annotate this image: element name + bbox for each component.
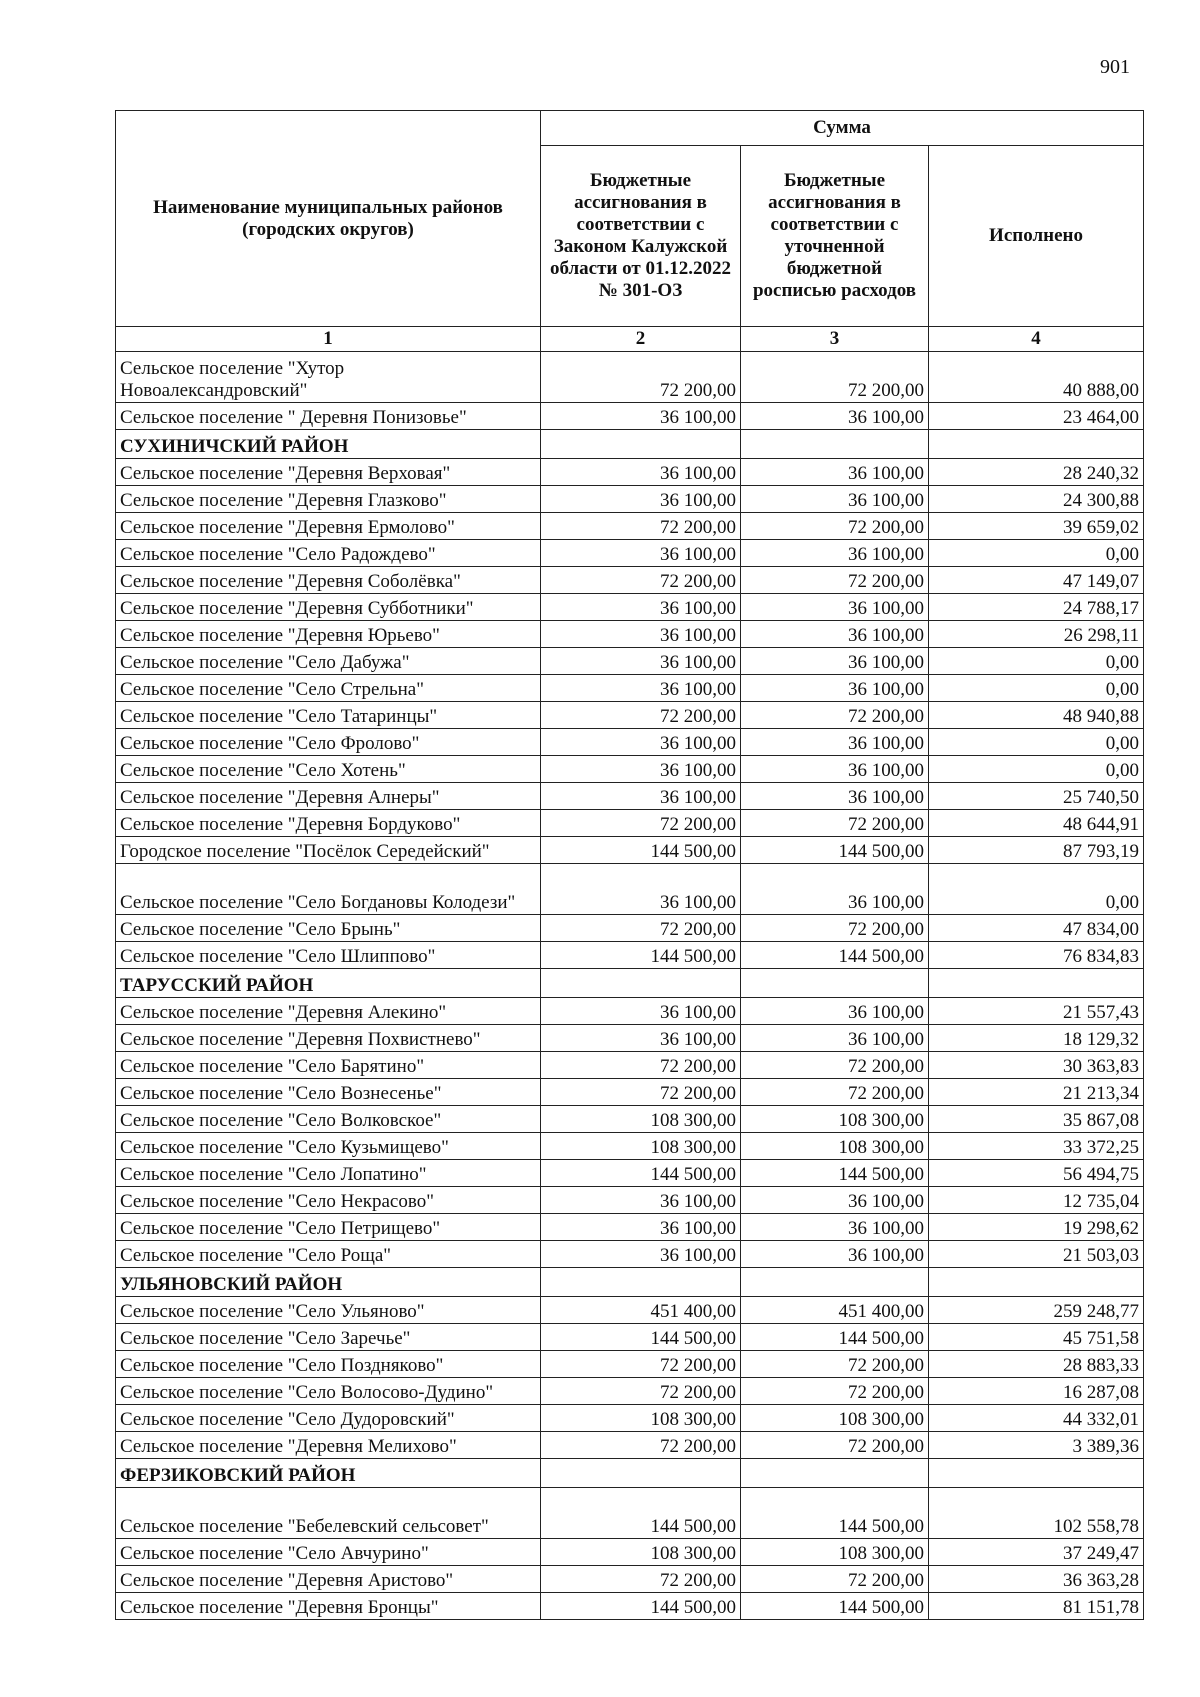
empty-cell <box>741 969 929 998</box>
law-allocation-value: 451 400,00 <box>541 1297 741 1324</box>
header-name: Наименование муниципальных районов (городских округов) <box>116 111 541 327</box>
refined-allocation-value: 36 100,00 <box>741 998 929 1025</box>
district-name: УЛЬЯНОВСКИЙ РАЙОН <box>116 1268 541 1297</box>
refined-allocation-value: 36 100,00 <box>741 459 929 486</box>
law-allocation-value: 36 100,00 <box>541 594 741 621</box>
settlement-name: Сельское поселение "Село Шлиппово" <box>116 942 541 969</box>
settlement-name: Сельское поселение "Деревня Аристово" <box>116 1566 541 1593</box>
settlement-name: Сельское поселение "Село Волковское" <box>116 1106 541 1133</box>
settlement-name: Городское поселение "Посёлок Середейский" <box>116 837 541 864</box>
refined-allocation-value: 108 300,00 <box>741 1106 929 1133</box>
executed-value: 0,00 <box>929 540 1144 567</box>
table-row <box>116 1351 1144 1378</box>
law-allocation-value: 72 200,00 <box>541 513 741 540</box>
refined-allocation-value: 36 100,00 <box>741 864 929 915</box>
executed-value: 81 151,78 <box>929 1593 1144 1620</box>
table-row <box>116 1566 1144 1593</box>
column-number: 4 <box>929 327 1144 352</box>
refined-allocation-value: 72 200,00 <box>741 567 929 594</box>
table-row <box>116 1079 1144 1106</box>
empty-cell <box>541 969 741 998</box>
table-row <box>116 403 1144 430</box>
executed-value: 87 793,19 <box>929 837 1144 864</box>
law-allocation-value: 108 300,00 <box>541 1106 741 1133</box>
settlement-name: Сельское поселение "Село Татаринцы" <box>116 702 541 729</box>
executed-value: 76 834,83 <box>929 942 1144 969</box>
refined-allocation-value: 36 100,00 <box>741 621 929 648</box>
law-allocation-value: 36 100,00 <box>541 864 741 915</box>
law-allocation-value: 72 200,00 <box>541 1079 741 1106</box>
executed-value: 0,00 <box>929 864 1144 915</box>
law-allocation-value: 36 100,00 <box>541 783 741 810</box>
executed-value: 24 788,17 <box>929 594 1144 621</box>
refined-allocation-value: 451 400,00 <box>741 1297 929 1324</box>
law-allocation-value: 36 100,00 <box>541 486 741 513</box>
table-row <box>116 675 1144 702</box>
executed-value: 36 363,28 <box>929 1566 1144 1593</box>
district-row <box>116 430 1144 459</box>
law-allocation-value: 72 200,00 <box>541 1052 741 1079</box>
settlement-name: Сельское поселение "Село Некрасово" <box>116 1187 541 1214</box>
law-allocation-value: 72 200,00 <box>541 567 741 594</box>
law-allocation-value: 36 100,00 <box>541 403 741 430</box>
table-row <box>116 513 1144 540</box>
settlement-name: Сельское поселение "Деревня Алекино" <box>116 998 541 1025</box>
refined-allocation-value: 72 200,00 <box>741 915 929 942</box>
empty-cell <box>541 1268 741 1297</box>
district-name: ТАРУССКИЙ РАЙОН <box>116 969 541 998</box>
refined-allocation-value: 72 200,00 <box>741 513 929 540</box>
empty-cell <box>929 1268 1144 1297</box>
executed-value: 45 751,58 <box>929 1324 1144 1351</box>
settlement-name: Сельское поселение "Село Брынь" <box>116 915 541 942</box>
refined-allocation-value: 36 100,00 <box>741 729 929 756</box>
law-allocation-value: 36 100,00 <box>541 1187 741 1214</box>
executed-value: 21 557,43 <box>929 998 1144 1025</box>
law-allocation-value: 144 500,00 <box>541 837 741 864</box>
refined-allocation-value: 36 100,00 <box>741 783 929 810</box>
law-allocation-value: 144 500,00 <box>541 1324 741 1351</box>
column-number: 2 <box>541 327 741 352</box>
law-allocation-value: 144 500,00 <box>541 1160 741 1187</box>
settlement-name: Сельское поселение "Деревня Мелихово" <box>116 1432 541 1459</box>
empty-cell <box>741 430 929 459</box>
table-row <box>116 352 1144 403</box>
table-row <box>116 648 1144 675</box>
table-row <box>116 783 1144 810</box>
table-body <box>116 352 1144 1620</box>
law-allocation-value: 36 100,00 <box>541 540 741 567</box>
table-row <box>116 1025 1144 1052</box>
executed-value: 25 740,50 <box>929 783 1144 810</box>
refined-allocation-value: 144 500,00 <box>741 1324 929 1351</box>
law-allocation-value: 36 100,00 <box>541 675 741 702</box>
table-row <box>116 1488 1144 1539</box>
table-row <box>116 756 1144 783</box>
empty-cell <box>741 1459 929 1488</box>
settlement-name: Сельское поселение "Село Заречье" <box>116 1324 541 1351</box>
refined-allocation-value: 36 100,00 <box>741 1025 929 1052</box>
executed-value: 39 659,02 <box>929 513 1144 540</box>
law-allocation-value: 72 200,00 <box>541 352 741 403</box>
law-allocation-value: 36 100,00 <box>541 459 741 486</box>
law-allocation-value: 36 100,00 <box>541 621 741 648</box>
refined-allocation-value: 36 100,00 <box>741 1187 929 1214</box>
law-allocation-value: 36 100,00 <box>541 756 741 783</box>
settlement-name: Сельское поселение "Село Ульяново" <box>116 1297 541 1324</box>
settlement-name: Сельское поселение "Село Авчурино" <box>116 1539 541 1566</box>
law-allocation-value: 36 100,00 <box>541 648 741 675</box>
executed-value: 3 389,36 <box>929 1432 1144 1459</box>
empty-cell <box>741 1268 929 1297</box>
executed-value: 21 213,34 <box>929 1079 1144 1106</box>
header-sum: Сумма <box>541 111 1144 146</box>
executed-value: 12 735,04 <box>929 1187 1144 1214</box>
budget-table <box>115 110 1144 1620</box>
column-number: 1 <box>116 327 541 352</box>
executed-value: 0,00 <box>929 756 1144 783</box>
column-number: 3 <box>741 327 929 352</box>
law-allocation-value: 144 500,00 <box>541 1593 741 1620</box>
settlement-name: Сельское поселение "Деревня Бордуково" <box>116 810 541 837</box>
executed-value: 47 149,07 <box>929 567 1144 594</box>
settlement-name: Сельское поселение "Деревня Глазково" <box>116 486 541 513</box>
table-row <box>116 1052 1144 1079</box>
settlement-name: Сельское поселение "Деревня Ермолово" <box>116 513 541 540</box>
settlement-name: Сельское поселение "Село Волосово-Дудино" <box>116 1378 541 1405</box>
refined-allocation-value: 36 100,00 <box>741 486 929 513</box>
settlement-name: Сельское поселение "Село Богдановы Колодези" <box>116 864 541 915</box>
settlement-name: Сельское поселение "Село Поздняково" <box>116 1351 541 1378</box>
settlement-name: Сельское поселение "Село Дабужа" <box>116 648 541 675</box>
executed-value: 24 300,88 <box>929 486 1144 513</box>
law-allocation-value: 72 200,00 <box>541 1432 741 1459</box>
refined-allocation-value: 108 300,00 <box>741 1133 929 1160</box>
refined-allocation-value: 36 100,00 <box>741 540 929 567</box>
table-row <box>116 1160 1144 1187</box>
refined-allocation-value: 36 100,00 <box>741 1241 929 1268</box>
executed-value: 35 867,08 <box>929 1106 1144 1133</box>
refined-allocation-value: 36 100,00 <box>741 1214 929 1241</box>
table-row <box>116 594 1144 621</box>
table-row <box>116 1133 1144 1160</box>
executed-value: 30 363,83 <box>929 1052 1144 1079</box>
executed-value: 19 298,62 <box>929 1214 1144 1241</box>
settlement-name: Сельское поселение "Хутор Новоалександровский" <box>116 352 541 403</box>
settlement-name: Сельское поселение "Деревня Похвистнево" <box>116 1025 541 1052</box>
table-row <box>116 998 1144 1025</box>
refined-allocation-value: 144 500,00 <box>741 942 929 969</box>
settlement-name: Сельское поселение "Село Хотень" <box>116 756 541 783</box>
table-row <box>116 864 1144 915</box>
executed-value: 56 494,75 <box>929 1160 1144 1187</box>
settlement-name: Сельское поселение "Деревня Бронцы" <box>116 1593 541 1620</box>
refined-allocation-value: 36 100,00 <box>741 756 929 783</box>
table-row <box>116 1106 1144 1133</box>
law-allocation-value: 144 500,00 <box>541 1488 741 1539</box>
law-allocation-value: 72 200,00 <box>541 810 741 837</box>
table-row <box>116 702 1144 729</box>
table-row <box>116 1539 1144 1566</box>
empty-cell <box>541 430 741 459</box>
law-allocation-value: 36 100,00 <box>541 1025 741 1052</box>
executed-value: 40 888,00 <box>929 352 1144 403</box>
executed-value: 48 644,91 <box>929 810 1144 837</box>
executed-value: 28 883,33 <box>929 1351 1144 1378</box>
settlement-name: Сельское поселение "Село Дудоровский" <box>116 1405 541 1432</box>
executed-value: 37 249,47 <box>929 1539 1144 1566</box>
executed-value: 18 129,32 <box>929 1025 1144 1052</box>
refined-allocation-value: 108 300,00 <box>741 1405 929 1432</box>
executed-value: 44 332,01 <box>929 1405 1144 1432</box>
law-allocation-value: 108 300,00 <box>541 1539 741 1566</box>
settlement-name: Сельское поселение "Деревня Верховая" <box>116 459 541 486</box>
executed-value: 0,00 <box>929 729 1144 756</box>
table-row <box>116 1432 1144 1459</box>
law-allocation-value: 72 200,00 <box>541 1566 741 1593</box>
refined-allocation-value: 72 200,00 <box>741 1351 929 1378</box>
executed-value: 48 940,88 <box>929 702 1144 729</box>
settlement-name: Сельское поселение "Село Петрищево" <box>116 1214 541 1241</box>
refined-allocation-value: 144 500,00 <box>741 1593 929 1620</box>
settlement-name: Сельское поселение "Село Радождево" <box>116 540 541 567</box>
settlement-name: Сельское поселение "Село Стрельна" <box>116 675 541 702</box>
executed-value: 21 503,03 <box>929 1241 1144 1268</box>
settlement-name: Сельское поселение "Деревня Алнеры" <box>116 783 541 810</box>
district-name: СУХИНИЧСКИЙ РАЙОН <box>116 430 541 459</box>
settlement-name: Сельское поселение "Бебелевский сельсовет" <box>116 1488 541 1539</box>
table-row <box>116 729 1144 756</box>
settlement-name: Сельское поселение "Деревня Субботники" <box>116 594 541 621</box>
page-number: 901 <box>1100 56 1130 78</box>
header-law-allocations: Бюджетные ассигнования в соответствии с Законом Калужской области от 01.12.2022 № 301-ОЗ <box>541 146 741 327</box>
executed-value: 28 240,32 <box>929 459 1144 486</box>
settlement-name: Сельское поселение "Село Лопатино" <box>116 1160 541 1187</box>
table-row <box>116 942 1144 969</box>
executed-value: 26 298,11 <box>929 621 1144 648</box>
refined-allocation-value: 72 200,00 <box>741 1432 929 1459</box>
table-row <box>116 621 1144 648</box>
table-row <box>116 1405 1144 1432</box>
executed-value: 23 464,00 <box>929 403 1144 430</box>
table-row <box>116 915 1144 942</box>
empty-cell <box>929 1459 1144 1488</box>
law-allocation-value: 36 100,00 <box>541 998 741 1025</box>
executed-value: 0,00 <box>929 675 1144 702</box>
settlement-name: Сельское поселение " Деревня Понизовье" <box>116 403 541 430</box>
refined-allocation-value: 72 200,00 <box>741 702 929 729</box>
header-refined-allocations: Бюджетные ассигнования в соответствии с уточненной бюджетной росписью расходов <box>741 146 929 327</box>
refined-allocation-value: 36 100,00 <box>741 648 929 675</box>
law-allocation-value: 72 200,00 <box>541 702 741 729</box>
table-row <box>116 1378 1144 1405</box>
refined-allocation-value: 72 200,00 <box>741 1378 929 1405</box>
table-row <box>116 1593 1144 1620</box>
refined-allocation-value: 108 300,00 <box>741 1539 929 1566</box>
table-row <box>116 1324 1144 1351</box>
table-row <box>116 540 1144 567</box>
refined-allocation-value: 72 200,00 <box>741 810 929 837</box>
refined-allocation-value: 144 500,00 <box>741 837 929 864</box>
table-row <box>116 1214 1144 1241</box>
empty-cell <box>929 430 1144 459</box>
district-row <box>116 969 1144 998</box>
settlement-name: Сельское поселение "Село Кузьмищево" <box>116 1133 541 1160</box>
empty-cell <box>541 1459 741 1488</box>
refined-allocation-value: 72 200,00 <box>741 1079 929 1106</box>
table-row <box>116 837 1144 864</box>
law-allocation-value: 144 500,00 <box>541 942 741 969</box>
settlement-name: Сельское поселение "Деревня Юрьево" <box>116 621 541 648</box>
refined-allocation-value: 72 200,00 <box>741 1052 929 1079</box>
law-allocation-value: 72 200,00 <box>541 915 741 942</box>
law-allocation-value: 36 100,00 <box>541 729 741 756</box>
law-allocation-value: 36 100,00 <box>541 1214 741 1241</box>
refined-allocation-value: 36 100,00 <box>741 594 929 621</box>
executed-value: 102 558,78 <box>929 1488 1144 1539</box>
law-allocation-value: 36 100,00 <box>541 1241 741 1268</box>
column-numbers-row <box>116 327 1144 352</box>
executed-value: 0,00 <box>929 648 1144 675</box>
refined-allocation-value: 72 200,00 <box>741 352 929 403</box>
refined-allocation-value: 144 500,00 <box>741 1160 929 1187</box>
law-allocation-value: 72 200,00 <box>541 1351 741 1378</box>
refined-allocation-value: 36 100,00 <box>741 675 929 702</box>
table-row <box>116 567 1144 594</box>
table-row <box>116 1297 1144 1324</box>
table-row <box>116 810 1144 837</box>
executed-value: 33 372,25 <box>929 1133 1144 1160</box>
refined-allocation-value: 144 500,00 <box>741 1488 929 1539</box>
settlement-name: Сельское поселение "Село Роща" <box>116 1241 541 1268</box>
settlement-name: Сельское поселение "Деревня Соболёвка" <box>116 567 541 594</box>
settlement-name: Сельское поселение "Село Барятино" <box>116 1052 541 1079</box>
table-row <box>116 486 1144 513</box>
table-row <box>116 1241 1144 1268</box>
district-row <box>116 1268 1144 1297</box>
refined-allocation-value: 72 200,00 <box>741 1566 929 1593</box>
settlement-name: Сельское поселение "Село Фролово" <box>116 729 541 756</box>
header-executed: Исполнено <box>929 146 1144 327</box>
refined-allocation-value: 36 100,00 <box>741 403 929 430</box>
law-allocation-value: 72 200,00 <box>541 1378 741 1405</box>
executed-value: 47 834,00 <box>929 915 1144 942</box>
law-allocation-value: 108 300,00 <box>541 1133 741 1160</box>
executed-value: 259 248,77 <box>929 1297 1144 1324</box>
table-row <box>116 1187 1144 1214</box>
empty-cell <box>929 969 1144 998</box>
executed-value: 16 287,08 <box>929 1378 1144 1405</box>
table-row <box>116 459 1144 486</box>
settlement-name: Сельское поселение "Село Вознесенье" <box>116 1079 541 1106</box>
district-name: ФЕРЗИКОВСКИЙ РАЙОН <box>116 1459 541 1488</box>
district-row <box>116 1459 1144 1488</box>
law-allocation-value: 108 300,00 <box>541 1405 741 1432</box>
